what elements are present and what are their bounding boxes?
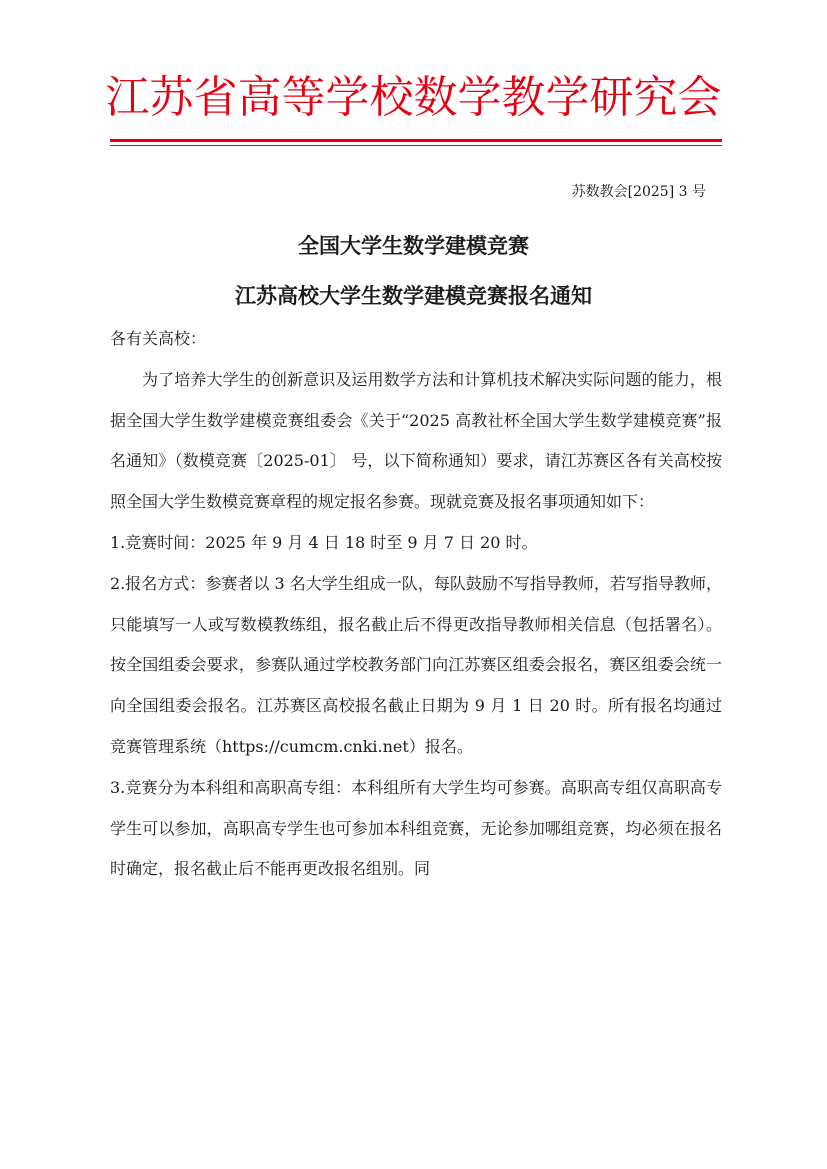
- document-title-line1: 全国大学生数学建模竞赛: [298, 233, 529, 258]
- document-title-line2: 江苏高校大学生数学建模竞赛报名通知: [235, 283, 592, 308]
- item-competition-time: 1.竞赛时间：2025 年 9 月 4 日 18 时至 9 月 7 日 20 时。: [110, 532, 538, 552]
- item-competition-groups: 3.竞赛分为本科组和高职高专组：本科组所有大学生均可参赛。高职高专组仅高职高专学生可以参加，高职高专学生也可参加本科组竞赛，无论参加哪组竞赛，均必须在报名时确定，报名截止后不能再更改报名组别。同: [110, 777, 722, 879]
- document-number: 苏数教会[2025] 3 号: [571, 184, 706, 200]
- header-divider-thin: [110, 145, 722, 146]
- document-body: [110, 319, 722, 890]
- header-divider-thick: [110, 139, 722, 142]
- organization-name-header: 江苏省高等学校数学教学研究会: [105, 72, 722, 123]
- salutation: 各有关高校：: [110, 329, 207, 348]
- item-registration-method: 2.报名方式：参赛者以 3 名大学生组成一队，每队鼓励不写指导教师，若写指导教师，只能填写一人或写数模教练组，报名截止后不得更改指导教师相关信息（包括署名）。按全国组委会要求，参赛队通过学校教务部门向江苏赛区组委会报名，赛区组委会统一向全国组委会报名。江苏赛区高校报名截止日期为 9 月 1 日 20 时。所有报名均通过竞赛管理系统（https://cumcm.cnki.net）报名。: [110, 573, 722, 756]
- intro-paragraph: 为了培养大学生的创新意识及运用数学方法和计算机技术解决实际问题的能力，根据全国大学生数学建模竞赛组委会《关于“2025 高教社杯全国大学生数学建模竞赛”报名通知》（数模竞赛〔2025-01〕 号，以下简称通知）要求，请江苏赛区各有关高校按照全国大学生数模竞赛章程的规定报名参赛。现就竞赛及报名事项通知如下：: [110, 369, 722, 512]
